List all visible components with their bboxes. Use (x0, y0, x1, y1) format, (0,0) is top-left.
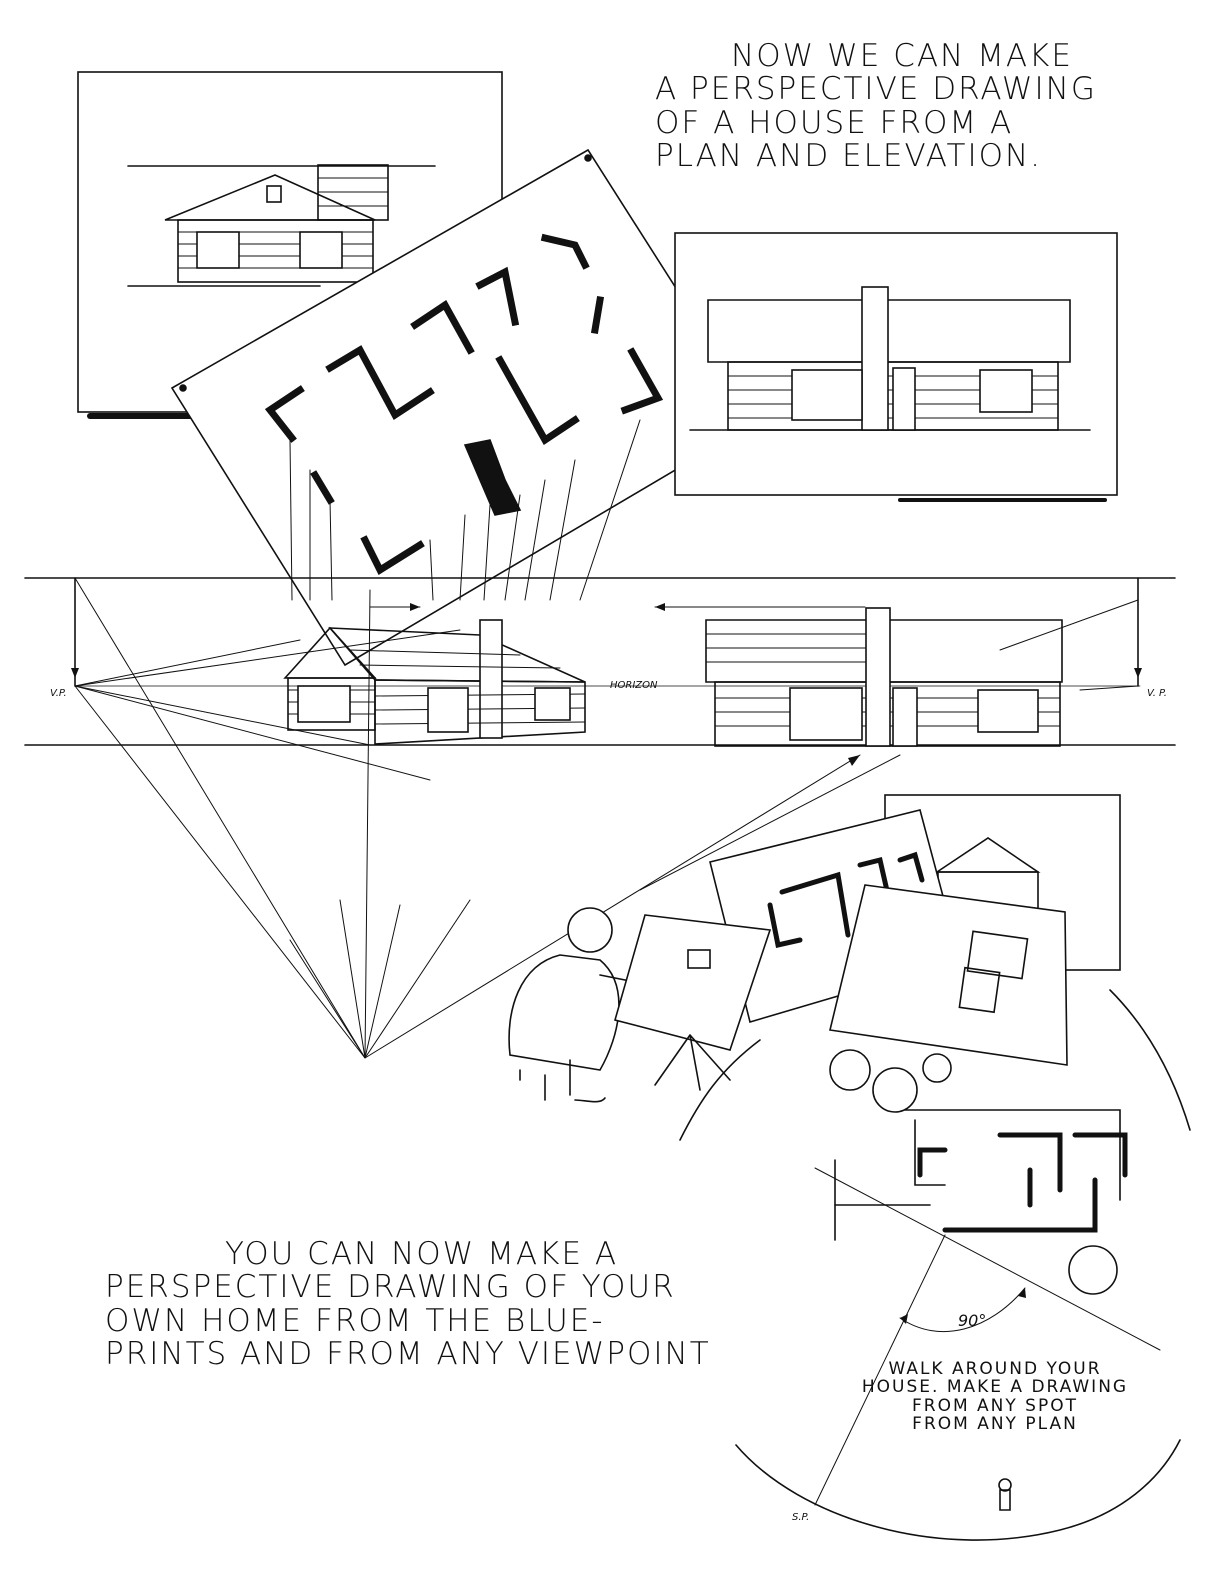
caption-bottom-line: YOU CAN NOW MAKE A (225, 1236, 619, 1272)
station-point-label: S.P. (792, 1512, 810, 1523)
caption-walk (845, 1360, 1145, 1433)
heading-top-line: A PERSPECTIVE DRAWING (655, 71, 1097, 108)
heading-top-line: PLAN AND ELEVATION. (655, 138, 1043, 175)
caption-walk-line: HOUSE. MAKE A DRAWING (861, 1377, 1129, 1398)
angle-label: 90° (958, 1311, 987, 1330)
caption-bottom-line: PERSPECTIVE DRAWING OF YOUR (105, 1269, 676, 1306)
vp-right-label: V. P. (1147, 688, 1167, 699)
caption-walk-line: FROM ANY PLAN (912, 1414, 1078, 1435)
right-elevation (706, 608, 1062, 746)
caption-walk-line: FROM ANY SPOT (912, 1395, 1078, 1416)
site-plan (680, 990, 1190, 1540)
caption-bottom (105, 1236, 711, 1373)
artist-figure (509, 908, 770, 1102)
vp-left-label: V.P. (50, 688, 67, 699)
side-elevation-sheet (675, 233, 1117, 500)
caption-bottom-line: OWN HOME FROM THE BLUE- (105, 1302, 605, 1339)
floor-plan-sheet (172, 150, 760, 665)
heading-top-line: NOW WE CAN MAKE (731, 38, 1073, 74)
caption-walk-line: WALK AROUND YOUR (888, 1359, 1102, 1379)
heading-top-line: OF A HOUSE FROM A (655, 104, 1014, 141)
blueprint-stack (710, 795, 1120, 1065)
horizon-label: HORIZON (610, 680, 658, 691)
caption-bottom-line: PRINTS AND FROM ANY VIEWPOINT (105, 1336, 711, 1373)
heading-top (655, 40, 1125, 174)
